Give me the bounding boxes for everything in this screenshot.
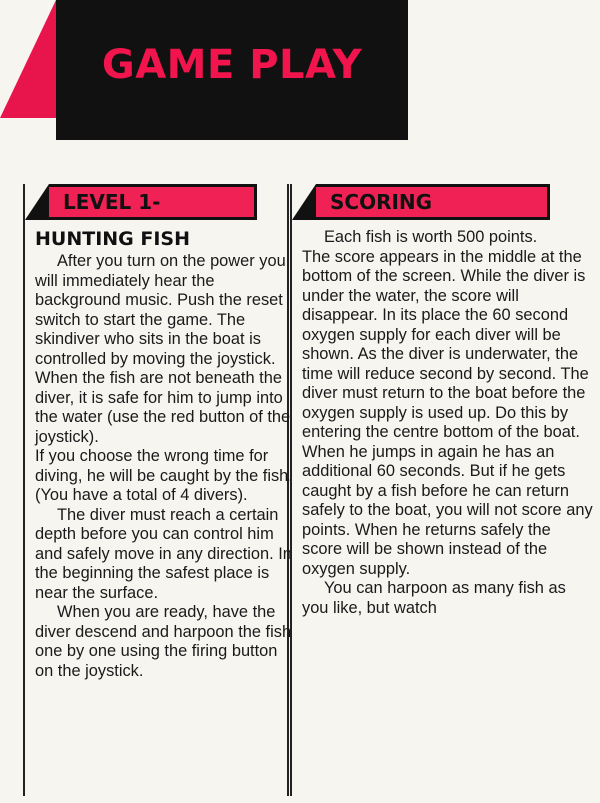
paragraph: You can harpoon as many fish as you like, but watch [302,579,566,617]
corner-triangle-decoration [0,0,56,118]
paragraph: If you choose the wrong time for diving, he will be caught by the fish. (You have a total of 4 divers). [35,447,293,504]
page-title: GAME PLAY [101,42,363,88]
right-body [302,228,594,618]
right-section-banner [292,184,550,220]
paragraph: The score appears in the middle at the bottom of the screen. While the diver is under the water, the score will disappear. In its place the 60 second oxygen supply for each diver will be shown. As the diver is underwater, the time will reduce second by second. The diver must return to the boat before the oxygen supply is used up. Do this by entering the centre bottom of the boat. When he jumps in again he has an additional 60 seconds. But if he gets caught by a fish before he can return safely to the boat, you will not score any points. When he returns safely the score will be shown instead of the oxygen supply. [302,247,593,578]
left-section-banner [25,184,257,220]
banner-triangle [292,184,316,220]
left-banner-label: LEVEL 1- [49,184,257,220]
title-block [56,0,408,140]
left-column [23,184,293,796]
left-subheading: HUNTING FISH [35,228,191,250]
right-banner-label: SCORING [316,184,550,220]
paragraph: When you are ready, have the diver descend and harpoon the fish one by one using the firing button on the joystick. [35,603,292,680]
paragraph: The diver must reach a certain depth before you can control him and safely move in any direction. In the beginning the safest place is near the surface. [35,505,292,602]
left-body [35,252,293,681]
banner-triangle [25,184,49,220]
right-column [290,184,592,796]
paragraph: After you turn on the power you will immediately hear the background music. Push the reset switch to start the game. The skindiver who sits in the boat is controlled by moving the joystick. When the fish are not beneath the diver, it is safe for him to jump into the water (use the red button of the joystick). [35,252,291,446]
paragraph: Each fish is worth 500 points. [324,228,538,246]
